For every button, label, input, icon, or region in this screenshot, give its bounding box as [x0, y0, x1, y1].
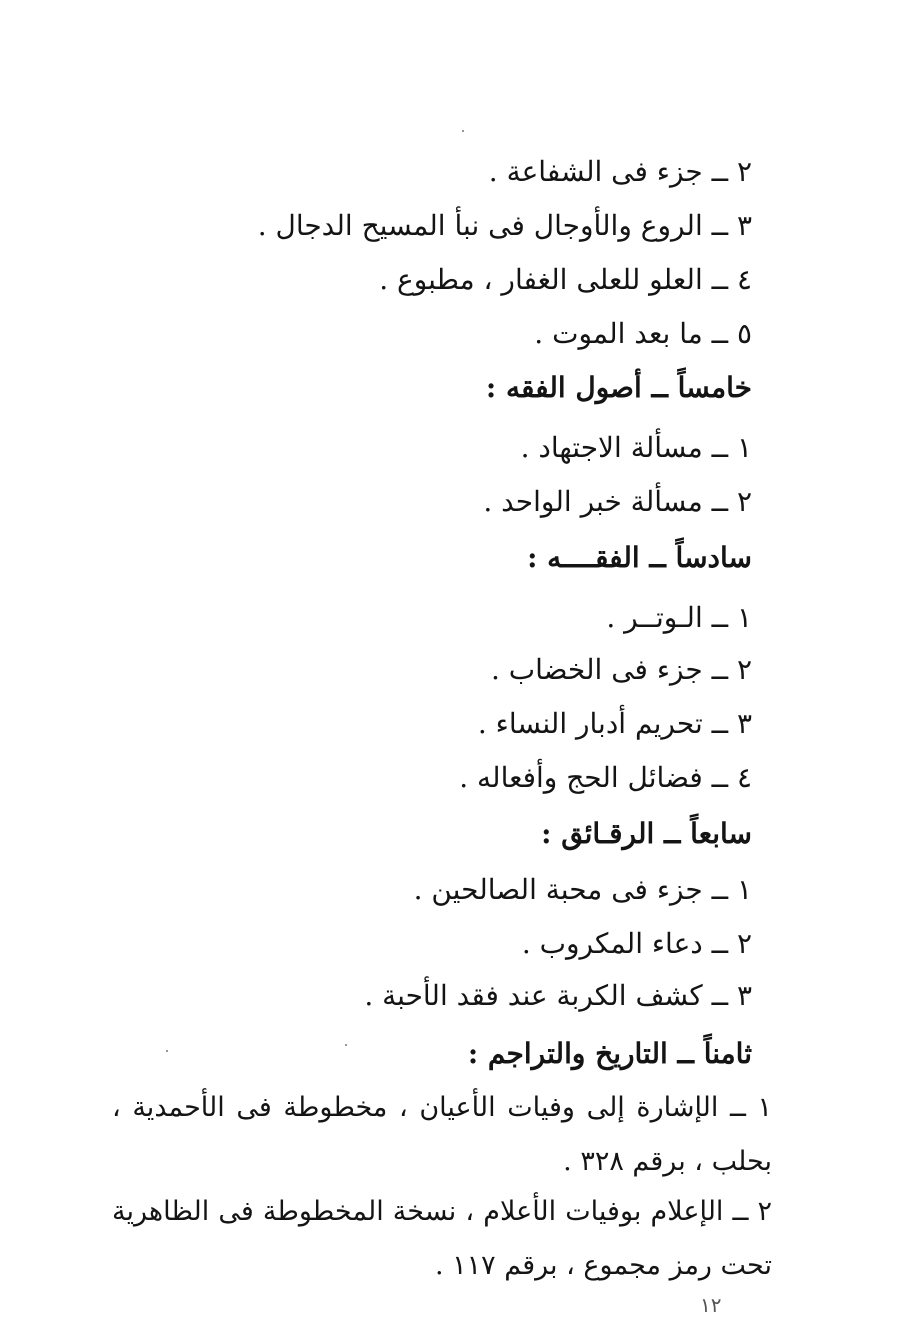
section-heading: سادساً ــ الفقــــه :: [527, 541, 752, 574]
list-item-continuation: بحلب ، برقم ٣٢٨ .: [563, 1146, 772, 1177]
list-item: ٣ ــ الروع والأوجال فى نبأ المسيح الدجال .: [257, 209, 752, 242]
list-item: ٢ ــ مسألة خبر الواحد .: [483, 485, 752, 518]
list-item: ١ ــ مسألة الاجتهاد .: [520, 431, 752, 464]
list-item: ٥ ــ ما بعد الموت .: [534, 317, 752, 350]
list-item: ١ ــ الـوتــر .: [606, 601, 752, 634]
list-item: ٣ ــ تحريم أدبار النساء .: [477, 707, 752, 740]
list-item: ٢ ــ دعاء المكروب .: [521, 927, 752, 960]
list-item: ٢ ــ جزء فى الشفاعة .: [488, 155, 752, 188]
list-item: ٢ ــ الإعلام بوفيات الأعلام ، نسخة المخطوطة فى الظاهرية: [112, 1196, 772, 1227]
page-number: ١٢: [700, 1293, 722, 1317]
list-item: ١ ــ جزء فى محبة الصالحين .: [413, 873, 752, 906]
list-item: ١ ــ الإشارة إلى وفيات الأعيان ، مخطوطة فى الأحمدية ،: [112, 1092, 772, 1123]
speck: [462, 130, 464, 132]
section-heading: خامساً ــ أصول الفقه :: [485, 371, 752, 404]
list-item: ٤ ــ العلو للعلى الغفار ، مطبوع .: [379, 263, 752, 296]
list-item: ٢ ــ جزء فى الخضاب .: [490, 653, 752, 686]
list-item-continuation: تحت رمز مجموع ، برقم ١١٧ .: [434, 1250, 772, 1281]
list-item: ٣ ــ كشف الكربة عند فقد الأحبة .: [364, 979, 752, 1012]
speck: [166, 1050, 168, 1052]
section-heading: ثامناً ــ التاريخ والتراجم :: [467, 1037, 752, 1070]
section-heading: سابعاً ــ الرقـائق :: [541, 817, 752, 850]
list-item: ٤ ــ فضائل الحج وأفعاله .: [459, 761, 752, 794]
speck: [345, 1044, 347, 1046]
